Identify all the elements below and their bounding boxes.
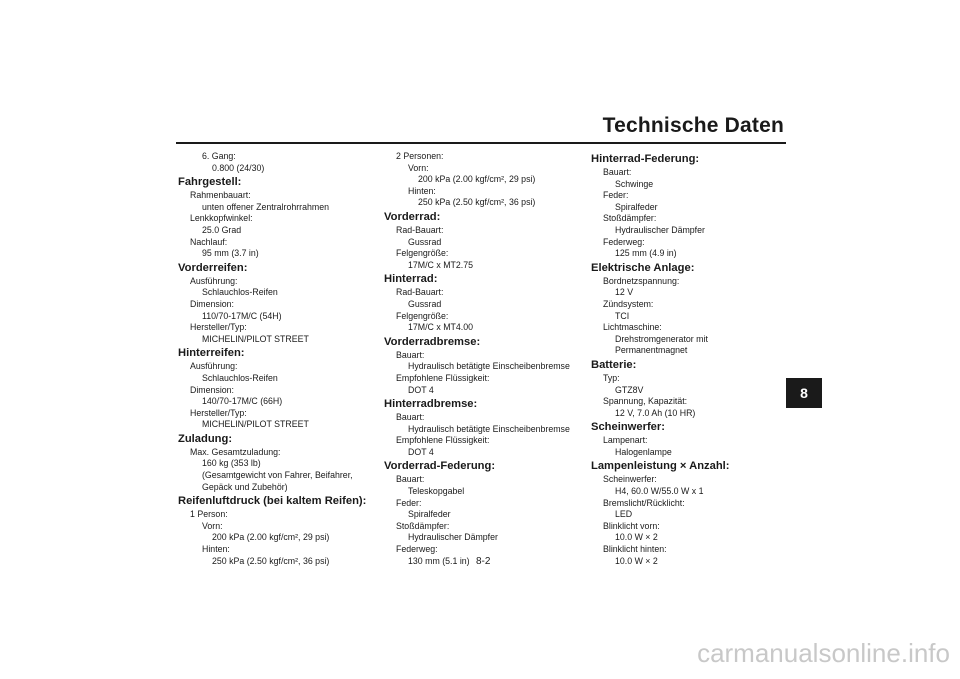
page-number: 8-2 <box>476 556 491 567</box>
chapter-tab[interactable] <box>786 378 822 408</box>
spec-label: Lampenart: <box>603 435 648 446</box>
spec-value: 140/70-17M/C (66H) <box>202 396 283 407</box>
spec-label: 2 Personen: <box>396 151 444 161</box>
spec-value: 10.0 W × 2 <box>615 555 658 566</box>
spec-label: Hersteller/Typ: <box>190 407 247 418</box>
spec-value: Gussrad <box>408 236 442 247</box>
spec-value: Schlauchlos-Reifen <box>202 287 278 298</box>
spec-value: 95 mm (3.7 in) <box>202 248 259 259</box>
spec-value: DOT 4 <box>408 384 434 395</box>
spec-label: Federweg: <box>603 236 645 247</box>
spec-label: Bauart: <box>396 474 425 485</box>
spec-value: Hinten: <box>202 544 230 555</box>
spec-value: Hinten: <box>408 185 436 196</box>
spec-label: Rahmenbauart: <box>190 190 251 201</box>
spec-label: Rad-Bauart: <box>396 287 444 298</box>
spec-value: (Gesamtgewicht von Fahrer, Beifahrer, <box>202 470 353 481</box>
spec-label: Bauart: <box>603 167 632 177</box>
spec-value: H4, 60.0 W/55.0 W x 1 <box>615 486 704 497</box>
spec-value: 125 mm (4.9 in) <box>615 248 677 259</box>
section-title: Vorderrad-Federung: <box>384 460 496 473</box>
spec-value: 250 kPa (2.50 kgf/cm², 36 psi) <box>212 555 330 566</box>
spec-label: Stoßdämpfer: <box>396 520 450 531</box>
spec-label: Lenkkopfwinkel: <box>190 213 253 224</box>
section-title: Lampenleistung × Anzahl: <box>591 460 730 473</box>
section-title: Hinterrad-Federung: <box>591 153 700 165</box>
spec-label: Felgengröße: <box>396 310 449 321</box>
spec-label: Dimension: <box>190 298 235 309</box>
spec-value: 160 kg (353 lb) <box>202 458 261 469</box>
spec-label: Bauart: <box>396 349 425 360</box>
spec-value: 250 kPa (2.50 kgf/cm², 36 psi) <box>418 197 536 208</box>
spec-label: Nachlauf: <box>190 236 228 247</box>
spec-value: Hydraulisch betätigte Einscheibenbremse <box>408 423 570 434</box>
section-title: Reifenluftdruck (bei kaltem Reifen): <box>178 495 367 508</box>
spec-value: TCI <box>615 310 630 321</box>
spec-value: 25.0 Grad <box>202 224 242 235</box>
spec-label: Ausführung: <box>190 361 238 372</box>
spec-value: 6. Gang: <box>202 151 236 161</box>
spec-value: 12 V, 7.0 Ah (10 HR) <box>615 407 696 418</box>
spec-value: Hydraulischer Dämpfer <box>615 224 705 235</box>
spec-value: Gussrad <box>408 298 442 309</box>
spec-value: Hydraulisch betätigte Einscheibenbremse <box>408 361 570 372</box>
spec-value: 12 V <box>615 287 634 298</box>
spec-label: Bremslicht/Rücklicht: <box>603 497 685 508</box>
spec-label: Federweg: <box>396 544 438 555</box>
spec-label: Feder: <box>396 497 422 508</box>
section-title: Hinterradbremse: <box>384 398 478 411</box>
spec-column-3 <box>591 151 796 567</box>
spec-column-1 <box>178 151 383 567</box>
spec-label: Rad-Bauart: <box>396 224 444 235</box>
spec-value: 200 kPa (2.00 kgf/cm², 29 psi) <box>418 174 536 185</box>
spec-label: Felgengröße: <box>396 248 449 259</box>
spec-label: Max. Gesamtzuladung: <box>190 446 281 457</box>
section-title: Hinterrad: <box>384 273 438 286</box>
spec-value: 130 mm (5.1 in) <box>408 555 470 566</box>
spec-label: Dimension: <box>190 384 235 395</box>
section-title: Zuladung: <box>178 432 233 445</box>
spec-value: GTZ8V <box>615 384 644 395</box>
spec-label: Scheinwerfer: <box>603 474 657 485</box>
spec-label: Bauart: <box>396 412 425 423</box>
spec-label: Stoßdämpfer: <box>603 213 657 224</box>
section-title: Vorderrad: <box>384 210 441 223</box>
spec-label: Typ: <box>603 372 620 383</box>
spec-label: Spannung, Kapazität: <box>603 396 688 407</box>
spec-label: Zündsystem: <box>603 298 654 309</box>
spec-value: Schlauchlos-Reifen <box>202 372 278 383</box>
spec-label: Feder: <box>603 190 629 201</box>
spec-value: 0.800 (24/30) <box>212 162 265 173</box>
spec-label: Bordnetzspannung: <box>603 275 680 286</box>
spec-value: Spiralfeder <box>615 201 658 212</box>
spec-value: LED <box>615 509 633 520</box>
spec-value: unten offener Zentralrohrrahmen <box>202 201 329 212</box>
spec-value: Vorn: <box>202 520 223 531</box>
spec-value: 110/70-17M/C (54H) <box>202 310 282 321</box>
spec-value: 10.0 W × 2 <box>615 532 658 543</box>
spec-label: Empfohlene Flüssigkeit: <box>396 372 490 383</box>
section-title: Batterie: <box>591 358 637 371</box>
spec-column-2 <box>384 151 589 567</box>
spec-value: 17M/C x MT4.00 <box>408 322 474 333</box>
watermark: carmanualsonline.info <box>697 638 950 668</box>
spec-value: Halogenlampe <box>615 446 672 457</box>
section-title: Scheinwerfer: <box>591 421 665 434</box>
spec-value: Schwinge <box>615 178 654 189</box>
spec-label: Lichtmaschine: <box>603 322 662 333</box>
spec-value: 200 kPa (2.00 kgf/cm², 29 psi) <box>212 532 330 543</box>
spec-value: Vorn: <box>408 162 429 173</box>
spec-value: DOT 4 <box>408 446 434 457</box>
page-title: Technische Daten <box>602 114 784 137</box>
header-rule <box>176 142 786 144</box>
spec-value: MICHELIN/PILOT STREET <box>202 333 309 344</box>
spec-value: MICHELIN/PILOT STREET <box>202 419 309 430</box>
spec-label: Hersteller/Typ: <box>190 322 247 333</box>
section-title: Vorderradbremse: <box>384 335 481 348</box>
spec-value: Hydraulischer Dämpfer <box>408 532 498 543</box>
chapter-tab-label: 8 <box>800 385 808 401</box>
spec-value: 17M/C x MT2.75 <box>408 259 474 270</box>
spec-value: Drehstromgenerator mit <box>615 333 708 344</box>
spec-label: Blinklicht hinten: <box>603 544 667 555</box>
spec-label: Empfohlene Flüssigkeit: <box>396 435 490 446</box>
spec-value: Gepäck und Zubehör) <box>202 481 288 492</box>
spec-value: Spiralfeder <box>408 509 451 520</box>
section-title: Hinterreifen: <box>178 347 245 360</box>
section-title: Vorderreifen: <box>178 261 248 274</box>
spec-value: Permanentmagnet <box>615 345 688 356</box>
spec-label: Ausführung: <box>190 275 238 286</box>
spec-label: 1 Person: <box>190 509 228 520</box>
section-title: Fahrgestell: <box>178 176 242 189</box>
section-title: Elektrische Anlage: <box>591 261 695 274</box>
spec-value: Teleskopgabel <box>408 486 465 497</box>
spec-label: Blinklicht vorn: <box>603 520 660 531</box>
